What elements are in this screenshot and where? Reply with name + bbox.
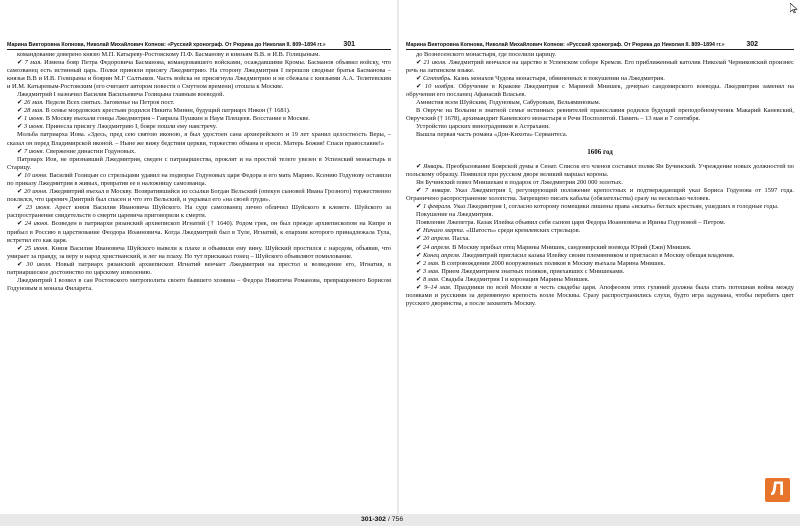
paragraph: Мольба патриарха Иова. «Здесь, пред сею святою иконою, я был удостоен сана архиерейского и 19 лет хранил целостность Веры, – сказал он перед Владимирской иконой. – Ныне же вижу бедствия церкви, торжество обмана и ереси. Матерь Божия! Спаси православие!» <box>7 131 391 147</box>
entry-date: 9–14 мая. <box>424 284 452 292</box>
entry-text: В семье мордовских крестьян родился Никита Минин, будущий патриарх Никон († 1681). <box>43 107 291 115</box>
entry-text: Арест князя Василия Ивановича Шуйского. На суде самозванец лично обличил Шуйского в клевете. Шуйского за распространение свидетельств о смерти царевича приговорили к смерти. <box>7 204 392 220</box>
paragraph: командование доверено князю М.П. Катыреву-Ростовскому П.Ф. Басманову и князьям В.В. и И.В. Голицыным. <box>17 50 320 58</box>
right-page <box>399 0 800 514</box>
checkmark-icon: ✔ <box>17 220 25 228</box>
entry-date: 3 мая. <box>422 267 440 275</box>
entry-text: Измена бояр Петра Федоровича Басманова, командовавшего войсками, осаждавшими Кромы. Басманов объявил войску, что самозванец есть истинный царь. Полки приняли присягу Лжедмитрию. На сторону Лжедмитрия I перешли сводные братья Басманова – князья В.В и И.В. Голицыны и боярин М.Г Салтыков. Часть войска не присягнула Лжедмитрию и не сбежала с князьями А.А. Телятевским и И.М. Катыревым-Ростовским (его считают автором повести о Смутном времени) отошла к Москве. <box>7 58 391 90</box>
entry-text: Пасха. <box>450 235 470 243</box>
current-pages: 301-302 <box>361 516 386 523</box>
entry-text: Неделя Всех святых. Заговенье на Петров пост. <box>43 99 175 107</box>
entry-date: 7 мая. <box>24 58 42 66</box>
page-number-right: 302 <box>746 41 758 48</box>
entry-date: Сентябрь. <box>422 74 452 82</box>
chronicle-entry <box>7 172 391 188</box>
chronicle-entry <box>7 220 391 244</box>
checkmark-icon: ✔ <box>17 58 25 66</box>
entry-date: 23 июня. <box>25 204 52 212</box>
entry-text: Свержение династии Годуновых. <box>44 147 136 155</box>
entry-text: Свадьба Лжедмитрия I и коронация Марины Мнишек. <box>439 275 590 283</box>
entry-text: Новый патриарх рязанский архиепископ Игнатий венчает Лжедмитрия на престол и возведение его, Игнатия, в патриаршеское достоинство по царскому изволению. <box>7 260 391 277</box>
paragraph: Амнистия всем Шуйским, Годуновым, Сабуровым, Вельяминовым. <box>416 99 601 107</box>
chronicle-entry <box>406 260 794 268</box>
chronicle-entry <box>406 284 794 308</box>
checkmark-icon: ✔ <box>416 235 423 243</box>
paragraph: Лжедмитрий I назначил Василия Васильевича Голицына главным воеводой. <box>17 90 225 98</box>
entry-date: 20 апреля. <box>422 235 451 243</box>
entry-text: Принесла присягу Лжедмитрию I, бояре пошли ему навстречу. <box>44 123 217 131</box>
entry-date: 2 мая. <box>422 259 440 267</box>
chronicle-entry <box>7 123 391 131</box>
checkmark-icon: ✔ <box>17 260 27 268</box>
chronicle-entry <box>7 245 391 261</box>
running-title: Марина Викторовна Копнова, Николай Михайлович Копнов: «Русский хронограф. От Рюрика до Николая II. 809–1894 гг.» <box>406 42 725 48</box>
paragraph: Покушение на Лжедмитрия. <box>416 211 494 219</box>
page-header <box>406 2 794 50</box>
left-page-body <box>7 51 391 294</box>
chronicle-entry <box>7 188 391 204</box>
chronicle-entry <box>7 99 391 107</box>
entry-text: Возведен в патриархи рязанский архиепископ Игнатий († 1640). Родом грек, он был прежде архиепископом на Кипре и прибыл в Россию в царствование Феодора Иоанновича. Когда Лжедмитрий был в Туле, Игнатий, к епархии которого принадлежала Тула, встретил его как царя. <box>7 220 391 244</box>
entry-text: Указ Лжедмитрия I, регулирующий положение крепостных и подтверждающий указ Бориса Годунова от 1597 года. Ограничено распространение холопства. Запрещено писать кабалы (обязательства) сразу на несколько человек. <box>406 186 795 202</box>
entry-text: Казнь монахов Чудова монастыря, обвиненных в покушении на Лжедмитрия. <box>451 74 665 82</box>
entry-date: 3 июня. <box>23 123 45 131</box>
entry-date: 25 июня. <box>24 244 50 252</box>
total-pages: / 756 <box>388 516 404 523</box>
left-page <box>0 0 397 514</box>
chronicle-entry <box>7 115 391 123</box>
page-header <box>7 2 391 50</box>
chronicle-entry <box>406 252 794 260</box>
entry-date: 30 июля. <box>26 260 52 268</box>
paragraph: Появление Лжепетра. Казак Илейка объявил себя сыном царя Федора Иоанновича и Ирины Годуновой – Петром. <box>416 219 726 227</box>
paragraph: В Овруче на Волыни в знатной семье истинных ревнителей православия родился будущий преподобномученик Макарий Каневский, Овручский († 1678), архимандрит Каневского монастыря в Речи Посполитой. Память – 13 мая и 7 сентября. <box>406 107 794 123</box>
checkmark-icon: ✔ <box>416 58 424 66</box>
entry-text: «Шатость» среди кремлевских стрельцов. <box>464 227 581 235</box>
page-indicator <box>0 514 800 526</box>
checkmark-icon: ✔ <box>17 204 26 212</box>
chronicle-entry <box>406 268 794 276</box>
entry-text: Преобразование Боярской думы в Сенат. Список его членов составил поляк Ян Бучинский. Учреждение новых должностей по польскому образцу. Появился при русском дворе великий маршал короны. <box>406 162 795 178</box>
chronicle-entry <box>406 203 794 211</box>
checkmark-icon: ✔ <box>416 74 423 82</box>
chronicle-entry <box>406 187 794 203</box>
chronicle-entry <box>7 204 391 220</box>
checkmark-icon: ✔ <box>416 186 425 194</box>
entry-date: Начало марта. <box>422 227 465 235</box>
entry-text: В сопровождении 2000 вооруженных поляков в Москву въехала Марина Мнишек. <box>439 259 666 267</box>
checkmark-icon: ✔ <box>416 162 424 170</box>
entry-text: В Москву въехали гонцы Лжедмитрия – Гаврила Пушкин и Наум Плещеев. Восстание в Москве. <box>44 115 310 123</box>
paragraph: Ян Бучинский повез Мнишекам в подарок от Лжедмитрия 200 000 золотых. <box>416 178 623 186</box>
entry-text: Лжедмитрий пригласил казака Илейку своим племянником и пригласил в Москву обещая владения. <box>460 251 735 259</box>
checkmark-icon: ✔ <box>17 188 25 196</box>
entry-date: 26 мая. <box>23 99 44 107</box>
entry-date: 20 июня. <box>24 188 48 196</box>
year-heading: 1606 год <box>587 147 613 156</box>
running-title: Марина Викторовна Копнова, Николай Михайлович Копнов: «Русский хронограф. От Рюрика до Николая II. 809–1894 гг.» <box>7 42 326 48</box>
chronicle-entry <box>406 59 794 75</box>
entry-text: Прием Лжедмитрием знатных поляков, приехавших с Мнишеками. <box>439 267 625 275</box>
checkmark-icon: ✔ <box>17 147 24 155</box>
entry-text: Праздники по всей Москве в честь свадебы царя. Апофеозом этих гуляний должна была стать потешная война между поляками и русскими за деревянную крепость возле Москвы. Сразу распространились слухи, будто игра задумана, чтобы перебить цвет русского дворянства, а после захватить Москву. <box>406 284 795 308</box>
paragraph: Патриарх Иов, не признавший Лжедмитрия, сведен с патриаршества, проклят и на простой телеге увезен в Успенский монастырь в Старицу. <box>7 155 391 171</box>
chronicle-entry <box>7 148 391 156</box>
checkmark-icon: ✔ <box>17 244 25 252</box>
entry-date: 21 июля. <box>423 58 447 66</box>
entry-date: 10 ноября. <box>424 82 455 90</box>
paragraph: Лжедмитрий I возвел в сан Ростовского митрополита своего бывшего хозяина – Федора Никитича Романова, превращенного Борисом Годуновым в монаха Филарета. <box>7 277 391 293</box>
entry-date: 10 июня. <box>24 171 48 179</box>
checkmark-icon: ✔ <box>416 267 423 275</box>
entry-text: Указ Лжедмитрия I, согласно которому помещики лишены права «искать» беглых крестьян, ушедших в голодные годы. <box>451 203 779 211</box>
checkmark-icon: ✔ <box>416 251 423 259</box>
checkmark-icon: ✔ <box>416 259 423 267</box>
entry-text: Князя Василия Ивановича Шуйского вывели к плахе и объявили ему вину. Шуйский простился с народом, объявив, что умирает за правду, за веру и народ христианский, и лег на плаху. Но тут прискакал гонец – Шуйского объявляют помилование. <box>7 244 391 260</box>
entry-date: 28 мая. <box>23 107 44 115</box>
checkmark-icon: ✔ <box>416 82 425 90</box>
paragraph: Вышла первая часть романа «Дон-Кихота» Сервантеса. <box>416 131 568 139</box>
checkmark-icon: ✔ <box>17 171 25 179</box>
checkmark-icon: ✔ <box>416 275 423 283</box>
chronicle-entry <box>406 75 794 83</box>
checkmark-icon: ✔ <box>17 115 24 123</box>
entry-date: 1 июня. <box>23 115 45 123</box>
checkmark-icon: ✔ <box>17 123 24 131</box>
chronicle-entry <box>406 235 794 243</box>
entry-date: 7 июня. <box>23 147 45 155</box>
checkmark-icon: ✔ <box>17 99 24 107</box>
cursor-icon <box>790 3 798 13</box>
checkmark-icon: ✔ <box>416 227 423 235</box>
entry-date: 24 апреля. <box>422 243 451 251</box>
entry-text: Василий Голицын со стрельцами удавил на подворье Годуновых царя Федора и его мать Марию. Ксению Годунову оставили по приказу Лжедмитрия в живых, превратив ее в наложницу самозванца. <box>7 171 392 187</box>
entry-text: Обручение в Кракове Лжедмитрия с Мариной Мнишек, дочерью сандомирского воеводы. Лжедмитрия заменял на обручении его посланец Афанасий Власьев. <box>406 82 794 98</box>
paragraph: Устройство царских виноградников в Астрахани. <box>416 123 550 131</box>
entry-date: Конец апреля. <box>422 251 461 259</box>
page-number-left: 301 <box>343 41 355 48</box>
right-page-body <box>406 51 794 309</box>
chronicle-entry <box>406 163 794 179</box>
chronicle-entry <box>7 261 391 277</box>
entry-text: В Москву прибыл отец Марины Мнишек, сандомирский воевода Юрий (Ежи) Мнишек. <box>450 243 692 251</box>
entry-date: 8 мая. <box>422 275 440 283</box>
litres-logo-icon[interactable]: Л <box>765 478 790 502</box>
entry-date: 7 января. <box>424 186 452 194</box>
paragraph: до Вознесенского монастыря, где поселили царицу. <box>416 50 557 58</box>
checkmark-icon: ✔ <box>416 203 423 211</box>
chronicle-entry <box>7 107 391 115</box>
chronicle-entry <box>406 83 794 99</box>
checkmark-icon: ✔ <box>416 284 425 292</box>
entry-text: Лжедмитрий венчался на царство в Успенском соборе Кремля. Его приближенный католик Николай Черниковский произнес речь на латинском языке. <box>406 58 795 74</box>
checkmark-icon: ✔ <box>416 243 423 251</box>
entry-date: Январь. <box>423 162 445 170</box>
entry-date: 1 февраля. <box>422 203 452 211</box>
checkmark-icon: ✔ <box>17 107 24 115</box>
entry-date: 24 июня. <box>24 220 50 228</box>
entry-text: Лжедмитрий въехал в Москву. Возвратившийся из ссылки Богдан Вельский (опекун сыновей Ивана Грозного) торжественно поклялся, что царевич Дмитрий был спасен и что это Вельский, и укрывал его «на своей груди». <box>7 188 391 204</box>
chronicle-entry <box>406 244 794 252</box>
chronicle-entry <box>406 276 794 284</box>
chronicle-entry <box>7 59 391 91</box>
chronicle-entry <box>406 227 794 235</box>
